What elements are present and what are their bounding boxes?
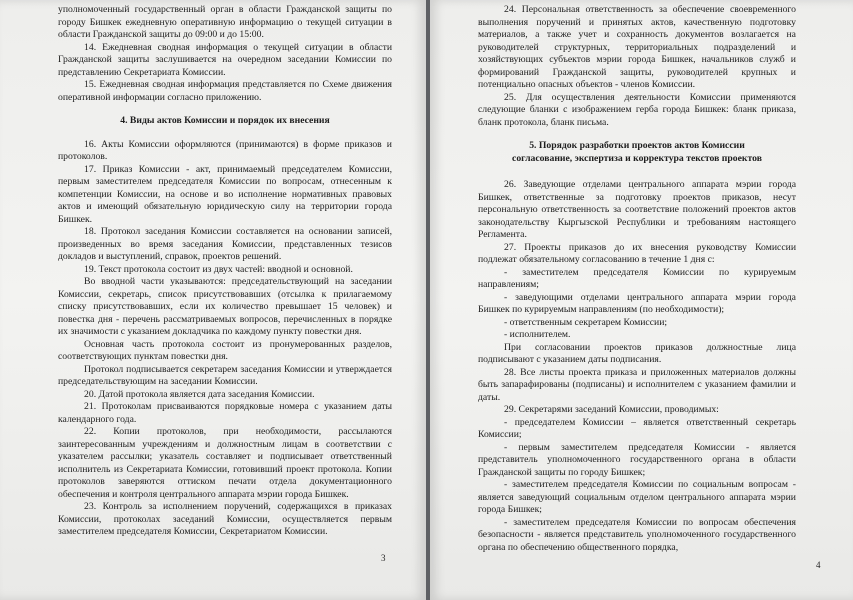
- paragraph: Во вводной части указываются: председательствующий на заседании Комиссии, секретарь, список присутствовавших (отсылка к прилагаемому списку присутствовавших, если их количество превышает 15 человек) и повестка дня - перечень рассматриваемых вопросов, перечисленных в порядке их значимости с указанием докладчика по каждому пункту повестки дня.: [58, 276, 392, 337]
- list-item: - заместителем председателя Комиссии по вопросам обеспечения безопасности - является представитель уполномоченного государственного органа по обеспечению общественного порядка,: [478, 516, 796, 553]
- list-item: - заведующими отделами центрального аппарата мэрии города Бишкек по курируемым направлениям (по необходимости);: [478, 291, 796, 315]
- paragraph: 24. Персональная ответственность за обеспечение своевременного выполнения поручений и принятых актов, качественную подготовку материалов, а также учет и сохранность документов возлагается на руководителей структурных, территориальных подразделений и хозяйствующих субъектов мэрии города Бишкек, начальников служб и формирований Гражданской защиты, руководителей крупных и потенциально опасных объектов - членов Комиссии.: [478, 4, 796, 90]
- list-item: - исполнителем.: [504, 329, 571, 340]
- section-heading: 4. Виды актов Комиссии и порядок их внесения: [120, 115, 330, 126]
- left-page-content: [58, 4, 392, 539]
- paragraph: При согласовании проектов приказов должностные лица подписывают с указанием даты подписания.: [478, 341, 796, 365]
- paragraph: 19. Текст протокола состоит из двух частей: вводной и основной.: [84, 263, 353, 275]
- paragraph: 26. Заведующие отделами центрального аппарата мэрии города Бишкек, ответственные за подготовку проектов приказов, несут персональную ответственность за соответствие положений проектов актов законодательству Кыргызской Республики и требованиям настоящего Регламента.: [478, 179, 796, 240]
- paragraph: 25. Для осуществления деятельности Комиссии применяются следующие бланки с изображением герба города Бишкек: бланк приказа, бланк протокола, бланк письма.: [478, 91, 796, 128]
- list-item: - председателем Комиссии – является ответственный секретарь Комиссии;: [478, 416, 796, 440]
- page-number: 3: [381, 553, 386, 563]
- paragraph: 21. Протоколам присваиваются порядковые номера с указанием даты календарного года.: [58, 401, 392, 425]
- paragraph: 16. Акты Комиссии оформляются (принимаются) в форме приказов и протоколов.: [58, 138, 392, 162]
- paragraph: Основная часть протокола состоит из пронумерованных разделов, соответствующих пунктам повестки дня.: [58, 338, 392, 362]
- paragraph: 14. Ежедневная сводная информация о текущей ситуации в области Гражданской защиты заслушивается на очередном заседании Комиссии по представлению Секретариата Комиссии.: [58, 41, 392, 78]
- section-heading-line: 5. Порядок разработки проектов актов Комиссии: [529, 140, 745, 151]
- paragraph: 22. Копии протоколов, при необходимости, рассылаются заинтересованным учреждениям и должностным лицам в соответствии с указателем рассылки; указатель составляет и подписывает ответственный исполнитель из Секретариата Комиссии, готовивший проект протокола. Копии протоколов заверяются оттиском печати отдела документационного обеспечения и контроля центрального аппарата мэрии города Бишкек.: [58, 426, 392, 500]
- paragraph: 27. Проекты приказов до их внесения руководству Комиссии подлежат обязательному согласованию в течение 1 дня с:: [478, 241, 796, 265]
- list-item: - ответственным секретарем Комиссии;: [504, 316, 668, 328]
- page-number: 4: [816, 560, 821, 570]
- paragraph: уполномоченный государственный орган в области Гражданской защиты по городу Бишкек ежедневную оперативную информацию о текущей ситуации в области Гражданской защиты до 09:00 и до 15:00.: [58, 4, 392, 40]
- paragraph: 20. Датой протокола является дата заседания Комиссии.: [84, 388, 315, 400]
- paragraph: Протокол подписывается секретарем заседания Комиссии и утверждается председательствующим на заседании Комиссии.: [58, 363, 392, 387]
- list-item: - первым заместителем председателя Комиссии - является представитель уполномоченного государственного органа в области Гражданской защиты по городу Бишкек;: [478, 441, 796, 478]
- section-heading-line: согласование, экспертиза и корректура текстов проектов: [512, 152, 762, 164]
- section-heading: [478, 140, 796, 165]
- paragraph: 17. Приказ Комиссии - акт, принимаемый председателем Комиссии, первым заместителем председателя Комиссии по вопросам, отнесенным к компетенции Комиссии, на основе и во исполнение нормативных правовых актов и имеющий обязательную юридическую силу на территории города Бишкек.: [58, 163, 392, 225]
- list-item: - заместителем председателя Комиссии по социальным вопросам - является заведующий социальным отделом центрального аппарата мэрии города Бишкек;: [478, 479, 796, 515]
- paragraph: 29. Секретарями заседаний Комиссии, проводимых:: [504, 404, 719, 415]
- paragraph: 18. Протокол заседания Комиссии составляется на основании записей, произведенных во время заседания Комиссии, представленных тезисов докладов и выступлений, справок, проектов решений.: [58, 226, 392, 262]
- paragraph: 23. Контроль за исполнением поручений, содержащихся в приказах Комиссии, протоколах заседаний Комиссии, осуществляется первым заместителем председателя Комиссии, Секретариатом Комиссии.: [58, 501, 392, 537]
- right-page-content: [478, 4, 796, 554]
- list-item: - заместителем председателя Комиссии по курируемым направлениям;: [478, 266, 796, 290]
- paragraph: 15. Ежедневная сводная информация представляется по Схеме движения оперативной информации согласно приложению.: [58, 79, 392, 103]
- paragraph: 28. Все листы проекта приказа и приложенных материалов должны быть запарафированы (подписаны) и исполнителем с указанием фамилии и даты.: [478, 366, 796, 403]
